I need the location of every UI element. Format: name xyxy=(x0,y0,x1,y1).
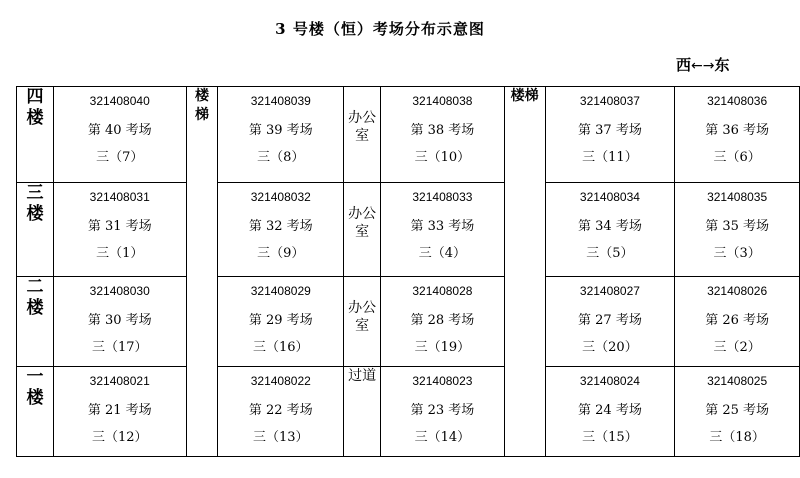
room-class: 三（8） xyxy=(257,150,305,165)
room-class: 三（2） xyxy=(713,340,761,355)
room-code: 321408021 xyxy=(89,374,150,388)
room-class: 三（3） xyxy=(713,246,761,261)
room-code: 321408033 xyxy=(412,190,473,204)
office-label: 办公室 xyxy=(348,300,377,334)
room-name: 第 22 考场 xyxy=(248,403,313,418)
exam-room xyxy=(53,367,186,457)
exam-room xyxy=(381,367,505,457)
room-code: 321408030 xyxy=(89,284,150,298)
room-name: 第 36 考场 xyxy=(705,123,770,138)
room-class: 三（6） xyxy=(713,150,761,165)
exam-room xyxy=(218,183,344,277)
room-code: 321408032 xyxy=(250,190,311,204)
room-name: 第 29 考场 xyxy=(248,313,313,328)
room-name: 第 31 考场 xyxy=(87,219,152,234)
office-label: 办公室 xyxy=(348,110,377,144)
office-label: 办公室 xyxy=(348,206,377,240)
exam-room xyxy=(381,87,505,183)
floor-label-text: 三楼 xyxy=(26,183,44,224)
room-code: 321408028 xyxy=(412,284,473,298)
room-name: 第 34 考场 xyxy=(578,219,642,234)
room-code: 321408035 xyxy=(707,190,768,204)
room-class: 三（18） xyxy=(709,430,765,445)
floor-label xyxy=(17,277,54,367)
exam-room xyxy=(381,183,505,277)
room-name: 第 38 考场 xyxy=(410,123,475,138)
floor-row xyxy=(17,87,800,183)
room-code: 321408037 xyxy=(579,94,640,108)
room-code: 321408024 xyxy=(579,374,640,388)
exam-room xyxy=(675,367,800,457)
office-cell xyxy=(344,277,381,367)
room-class: 三（4） xyxy=(418,246,467,261)
exam-room-layout-table xyxy=(16,86,800,457)
floor-rows xyxy=(17,87,800,457)
room-class: 三（16） xyxy=(253,340,309,355)
floor-label-text: 一楼 xyxy=(26,367,44,408)
exam-room xyxy=(218,277,344,367)
room-code: 321408040 xyxy=(89,94,150,108)
room-code: 321408031 xyxy=(89,190,150,204)
stairs-left xyxy=(186,87,218,457)
exam-room xyxy=(218,367,344,457)
room-code: 321408034 xyxy=(579,190,640,204)
exam-room xyxy=(53,277,186,367)
room-name: 第 32 考场 xyxy=(248,219,313,234)
room-name: 第 25 考场 xyxy=(705,403,770,418)
room-class: 三（13） xyxy=(253,430,309,445)
room-name: 第 33 考场 xyxy=(410,219,475,234)
room-code: 321408036 xyxy=(707,94,768,108)
room-code: 321408026 xyxy=(707,284,768,298)
exam-room xyxy=(545,87,675,183)
room-name: 第 21 考场 xyxy=(87,403,152,418)
room-class: 三（10） xyxy=(414,150,471,165)
stairs-left-label: 楼梯 xyxy=(194,88,209,123)
room-code: 321408022 xyxy=(250,374,311,388)
room-code: 321408039 xyxy=(250,94,311,108)
exam-room xyxy=(53,87,186,183)
exam-room xyxy=(218,87,344,183)
room-code: 321408027 xyxy=(579,284,640,298)
floor-row xyxy=(17,367,800,457)
room-class: 三（20） xyxy=(582,340,638,355)
room-name: 第 37 考场 xyxy=(578,123,642,138)
room-name: 第 27 考场 xyxy=(578,313,642,328)
room-name: 第 40 考场 xyxy=(87,123,152,138)
room-class: 三（19） xyxy=(414,340,471,355)
office-cell xyxy=(344,183,381,277)
room-name: 第 28 考场 xyxy=(410,313,475,328)
office-label: 过道 xyxy=(348,368,377,384)
exam-room xyxy=(545,183,675,277)
room-name: 第 35 考场 xyxy=(705,219,770,234)
room-class: 三（15） xyxy=(582,430,638,445)
room-class: 三（9） xyxy=(257,246,305,261)
stairs-right-label: 楼梯 xyxy=(510,88,539,104)
exam-room xyxy=(381,277,505,367)
room-class: 三（12） xyxy=(91,430,148,445)
room-name: 第 26 考场 xyxy=(705,313,770,328)
room-name: 第 39 考场 xyxy=(248,123,313,138)
floor-row xyxy=(17,183,800,277)
floor-label xyxy=(17,367,54,457)
room-class: 三（7） xyxy=(96,150,144,165)
exam-room xyxy=(675,183,800,277)
floor-label-text: 二楼 xyxy=(26,277,44,318)
room-code: 321408025 xyxy=(707,374,768,388)
floor-label xyxy=(17,87,54,183)
stairs-right xyxy=(504,87,545,457)
exam-room xyxy=(53,183,186,277)
room-class: 三（1） xyxy=(96,246,144,261)
room-name: 第 23 考场 xyxy=(410,403,475,418)
floor-label xyxy=(17,183,54,277)
page-title: 3 号楼（恒）考场分布示意图 xyxy=(275,20,485,38)
office-cell xyxy=(344,87,381,183)
room-class: 三（14） xyxy=(414,430,471,445)
room-name: 第 30 考场 xyxy=(87,313,152,328)
room-class: 三（11） xyxy=(582,150,638,165)
room-code: 321408038 xyxy=(412,94,473,108)
office-cell xyxy=(344,367,381,457)
exam-room xyxy=(545,367,675,457)
floor-row xyxy=(17,277,800,367)
direction-indicator xyxy=(676,54,730,75)
west-label: 西 xyxy=(676,56,692,74)
direction-arrow: ←→ xyxy=(691,58,715,74)
exam-room xyxy=(545,277,675,367)
room-name: 第 24 考场 xyxy=(578,403,642,418)
exam-room xyxy=(675,277,800,367)
east-label: 东 xyxy=(714,56,730,74)
room-class: 三（5） xyxy=(586,246,634,261)
room-code: 321408029 xyxy=(250,284,311,298)
room-code: 321408023 xyxy=(412,374,473,388)
floor-label-text: 四楼 xyxy=(26,87,44,128)
exam-room xyxy=(675,87,800,183)
room-class: 三（17） xyxy=(91,340,148,355)
